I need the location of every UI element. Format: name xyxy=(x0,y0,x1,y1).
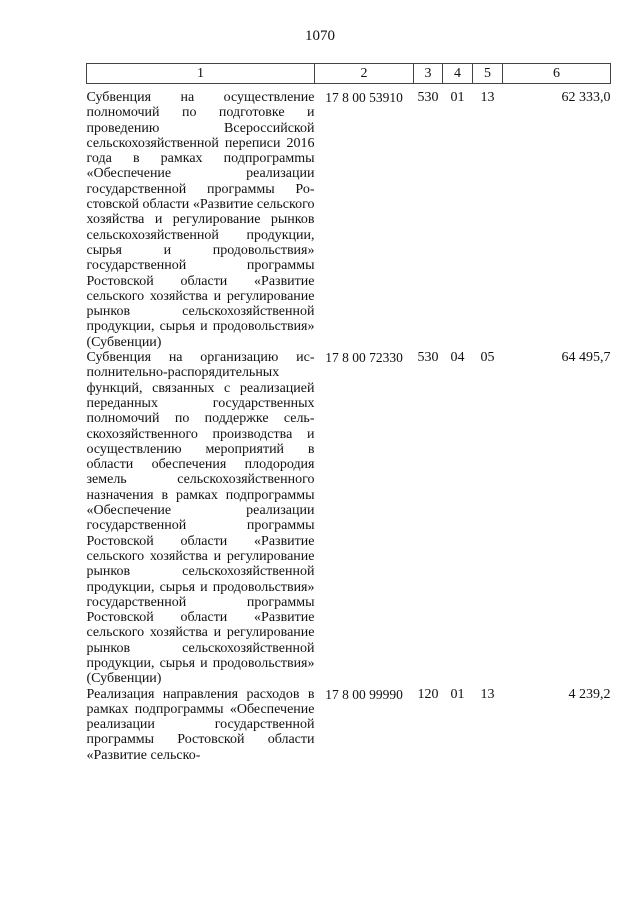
row-description: Субвенция на организацию исполнительно-распорядительных функций, связанных с реализацией переданных государственных полномочий по поддержке сельскохозяйственного производства и осуществлению мероприятий в области обеспечения плодородия земель сельскохозяйственного назначения в рамках подпрограммы «Обеспечение реализации государственной программы Ростовской области «Развитие сельского хозяйства и регулирование рынков сельскохозяйственной продукции, сырья и продовольствия» государственной программы Ростовской области «Развитие сельского хозяйства и регулирование рынков сельскохозяйственной продукции, сырья и продовольствия» (Субвенции) xyxy=(86,350,315,687)
table-header-row xyxy=(87,64,611,84)
column-header-5: 5 xyxy=(473,64,503,84)
row-description: Субвенция на осуществление полномочий по подготовке и проведению Всероссийской сельскохозяйственной переписи 2016 года в рамках подпрограмmы «Обеспечение реализации государственной программы Ростовской области «Развитие сельского хозяйства и регулирование рынков сельскохозяйственной продукции, сырья и продовольствия» государственной программы Ростовской области «Развитие сельского хозяйства и регулирование рынков сельскохозяйственной продукции, сырья и продовольствия» (Субвенции) xyxy=(86,90,315,350)
row-col-5: 13 xyxy=(480,686,495,702)
row-amount: 4 239,2 xyxy=(568,686,611,702)
budget-table xyxy=(86,63,611,763)
row-col-4: 01 xyxy=(450,686,465,702)
column-header-6: 6 xyxy=(503,64,611,84)
row-code: 17 8 00 53910 xyxy=(325,90,403,105)
page-number: 1070 xyxy=(305,28,335,44)
column-header-4: 4 xyxy=(443,64,473,84)
row-col-5: 13 xyxy=(480,90,495,105)
table-row xyxy=(87,84,611,351)
row-col-4: 01 xyxy=(450,90,465,105)
table-row xyxy=(87,350,611,687)
column-header-1: 1 xyxy=(87,64,315,84)
row-description: Реализация направления расходов в рамках подпрограммы «Обеспечение реализации государственной программы Ростовской области «Развитие сельско- xyxy=(86,686,315,763)
row-amount: 64 495,7 xyxy=(561,350,611,366)
column-header-3: 3 xyxy=(414,64,443,84)
row-col-3: 120 xyxy=(417,686,439,702)
row-code: 17 8 00 99990 xyxy=(325,686,403,702)
row-col-3: 530 xyxy=(417,350,439,366)
row-col-3: 530 xyxy=(417,90,439,105)
row-col-4: 04 xyxy=(450,350,465,366)
column-header-2: 2 xyxy=(315,64,414,84)
row-code: 17 8 00 72330 xyxy=(325,350,403,366)
row-amount: 62 333,0 xyxy=(561,90,611,105)
table-row xyxy=(87,687,611,763)
row-col-5: 05 xyxy=(480,350,495,366)
